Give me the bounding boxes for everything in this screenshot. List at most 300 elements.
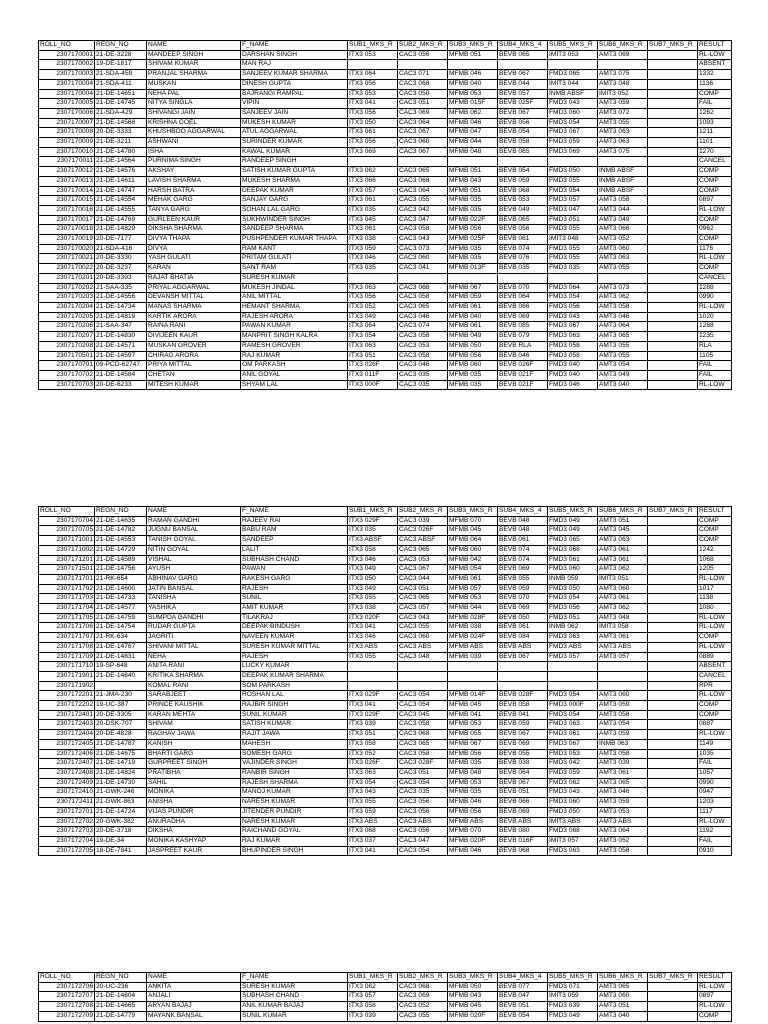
sub3-marks-cell: MFMB 040 <box>448 79 498 89</box>
father-name-cell: RAJ KUMAR <box>241 836 348 846</box>
father-name-cell: SANJAY GARG <box>241 196 348 206</box>
result-cell: COMP <box>698 701 732 711</box>
regn-no-cell: 21-DE-14830 <box>95 332 147 342</box>
sub3-marks-cell: MFMB 062 <box>448 108 498 118</box>
sub3-marks-cell <box>448 60 498 70</box>
result-cell: COMP <box>698 215 732 225</box>
roll-no-cell: 2307170004 <box>39 89 95 99</box>
table-row <box>39 50 732 60</box>
sub4-marks-cell: BEVB 046 <box>498 351 548 361</box>
sub6-marks-cell: AMT3 065 <box>598 332 648 342</box>
sub5-marks-cell: FMD3 055 <box>548 254 598 264</box>
table-row <box>39 283 732 293</box>
sub1-marks-cell <box>348 157 398 167</box>
sub3-marks-cell: MFMB 048 <box>448 147 498 157</box>
column-header-roll-no: ROLL_NO <box>39 507 95 517</box>
sub5-marks-cell: FMD3 049 <box>548 526 598 536</box>
sub3-marks-cell: MFMB 053 <box>448 720 498 730</box>
roll-no-cell: 2307170016 <box>39 205 95 215</box>
sub4-marks-cell: BEVB 067 <box>498 70 548 80</box>
table-row <box>39 79 732 89</box>
regn-no-cell: 21-GWK-863 <box>95 798 147 808</box>
name-cell: VIJAS PUNDIR <box>147 807 241 817</box>
result-cell: COMP <box>698 264 732 274</box>
sub5-marks-cell: FMD3 068 <box>548 827 598 837</box>
result-cell: 0962 <box>698 225 732 235</box>
result-cell: RPR <box>698 681 732 691</box>
sub6-marks-cell: AMT3 044 <box>598 205 648 215</box>
sub6-marks-cell <box>598 681 648 691</box>
sub2-marks-cell: CAC3 055 <box>398 623 448 633</box>
sub4-marks-cell: BEVB 077 <box>498 982 548 992</box>
sub6-marks-cell: AMT3 061 <box>598 594 648 604</box>
sub4-marks-cell: BEVB 069 <box>498 565 548 575</box>
result-cell: FAIL <box>698 370 732 380</box>
column-header-father-name: F_NAME <box>241 973 348 983</box>
sub2-marks-cell: CAC3 054 <box>398 701 448 711</box>
sub6-marks-cell: AMT3 055 <box>598 351 648 361</box>
sub2-marks-cell: CAC3 068 <box>398 79 448 89</box>
name-cell: ARYAN BAJAJ <box>147 1002 241 1012</box>
sub3-marks-cell: MFMB 039 <box>448 652 498 662</box>
sub4-marks-cell <box>498 662 548 672</box>
sub2-marks-cell: CAC3 043 <box>398 235 448 245</box>
sub2-marks-cell: CAC3 058 <box>398 351 448 361</box>
table-row <box>39 118 732 128</box>
sub4-marks-cell: BEVB 074 <box>498 555 548 565</box>
sub1-marks-cell: ITX3 052 <box>348 749 398 759</box>
sub3-marks-cell: MFMB 035 <box>448 254 498 264</box>
name-cell: VISHAL <box>147 555 241 565</box>
sub7-marks-cell <box>648 225 698 235</box>
table-row <box>39 341 732 351</box>
sub2-marks-cell: CAC3 056 <box>398 827 448 837</box>
name-cell: CHIRAG ARORA <box>147 351 241 361</box>
roll-no-cell: 2307170705 <box>39 526 95 536</box>
father-name-cell: RAJESH <box>241 652 348 662</box>
sub7-marks-cell <box>648 254 698 264</box>
table-row <box>39 594 732 604</box>
sub2-marks-cell: CAC3 047 <box>398 215 448 225</box>
sub4-marks-cell: BEVB 026F <box>498 361 548 371</box>
sub3-marks-cell: MFMB 056 <box>448 225 498 235</box>
roll-no-cell: 2307171701 <box>39 574 95 584</box>
table-row <box>39 798 732 808</box>
sub5-marks-cell: FMD3 053 <box>548 749 598 759</box>
sub2-marks-cell: CAC3 056 <box>398 50 448 60</box>
table-row <box>39 739 732 749</box>
sub2-marks-cell: CAC3 073 <box>398 244 448 254</box>
regn-no-cell: 21-DE-14782 <box>95 526 147 536</box>
roll-no-cell: 2307172410 <box>39 788 95 798</box>
table-row <box>39 574 732 584</box>
sub5-marks-cell: FMD3 054 <box>548 710 598 720</box>
name-cell: NITYA SINGLA <box>147 99 241 109</box>
result-cell: COMP <box>698 186 732 196</box>
name-cell: SHIVANGI JAIN <box>147 108 241 118</box>
sub1-marks-cell: ITX3 035 <box>348 205 398 215</box>
sub3-marks-cell: MFMB 035 <box>448 205 498 215</box>
father-name-cell: MUKESH KUMAR <box>241 118 348 128</box>
roll-no-cell: 2307170022 <box>39 264 95 274</box>
roll-no-cell: 2307171709 <box>39 652 95 662</box>
sub2-marks-cell: CAC3 071 <box>398 70 448 80</box>
regn-no-cell: 21-DE-14730 <box>95 778 147 788</box>
sub4-marks-cell: BEVB 069 <box>498 604 548 614</box>
sub1-marks-cell <box>348 273 398 283</box>
roll-no-cell: 2307170701 <box>39 361 95 371</box>
roll-no-cell: 2307170001 <box>39 50 95 60</box>
result-cell: 1093 <box>698 118 732 128</box>
sub3-marks-cell: MFMB ABS <box>448 817 498 827</box>
regn-no-cell: 21-DE-14787 <box>95 739 147 749</box>
result-cell: 0889 <box>698 652 732 662</box>
result-cell: RL-LOW <box>698 817 732 827</box>
sub5-marks-cell: FMD3 050 <box>548 584 598 594</box>
sub3-marks-cell: MFMB 070 <box>448 827 498 837</box>
regn-no-cell: 21-SDA-459 <box>95 70 147 80</box>
sub4-marks-cell: BEVB 069 <box>498 807 548 817</box>
father-name-cell: NARESH KUMAR <box>241 798 348 808</box>
sub7-marks-cell <box>648 846 698 856</box>
regn-no-cell: 19-DE-1817 <box>95 60 147 70</box>
table-row <box>39 846 732 856</box>
sub2-marks-cell: CAC3 052 <box>398 1002 448 1012</box>
name-cell: HARSH BATRA <box>147 186 241 196</box>
father-name-cell: HEMANT SHARMA <box>241 302 348 312</box>
sub4-marks-cell: BEVB 057 <box>498 89 548 99</box>
sub6-marks-cell: AMT3 063 <box>598 536 648 546</box>
regn-no-cell: 21-DE-14754 <box>95 623 147 633</box>
result-cell: CANCEL <box>698 157 732 167</box>
roll-no-cell: 2307170704 <box>39 516 95 526</box>
table-row <box>39 186 732 196</box>
sub4-marks-cell <box>498 60 548 70</box>
table-row <box>39 225 732 235</box>
sub6-marks-cell: AMT3 040 <box>598 1011 648 1021</box>
column-header-sub6-marks: SUB6_MKS_R <box>598 507 648 517</box>
sub7-marks-cell <box>648 70 698 80</box>
sub2-marks-cell: CAC3 074 <box>398 322 448 332</box>
regn-no-cell: 21-DE-14759 <box>95 613 147 623</box>
regn-no-cell <box>95 681 147 691</box>
sub1-marks-cell: ITX3 057 <box>348 186 398 196</box>
result-cell: 1203 <box>698 798 732 808</box>
sub2-marks-cell: CAC3 046 <box>398 361 448 371</box>
father-name-cell: SUNIL KUMAR <box>241 1011 348 1021</box>
father-name-cell: RAM KANT <box>241 244 348 254</box>
sub2-marks-cell: CAC3 067 <box>398 128 448 138</box>
sub3-marks-cell: MFMB 044 <box>448 138 498 148</box>
result-cell: 1101 <box>698 138 732 148</box>
sub4-marks-cell: BEVB 061 <box>498 536 548 546</box>
sub4-marks-cell: BEVB 064 <box>498 293 548 303</box>
sub3-marks-cell: MFMB 059 <box>448 293 498 303</box>
sub7-marks-cell <box>648 322 698 332</box>
result-cell: 1242 <box>698 545 732 555</box>
sub5-marks-cell: FMD3 063 <box>548 633 598 643</box>
roll-no-cell: 2307171706 <box>39 623 95 633</box>
result-cell: FAIL <box>698 759 732 769</box>
father-name-cell: SURESH KUMAR MITTAL <box>241 642 348 652</box>
sub4-marks-cell: BEVB 065 <box>498 50 548 60</box>
sub7-marks-cell <box>648 526 698 536</box>
sub4-marks-cell: BEVB 044 <box>498 79 548 89</box>
sub3-marks-cell: MFMB 055 <box>448 730 498 740</box>
table-row <box>39 147 732 157</box>
sub2-marks-cell: CAC3 055 <box>398 1011 448 1021</box>
table-row <box>39 370 732 380</box>
sub2-marks-cell: CAC3 068 <box>398 176 448 186</box>
sub7-marks-cell <box>648 215 698 225</box>
sub3-marks-cell: MFMB 053 <box>448 89 498 99</box>
roll-no-cell: 2307172708 <box>39 1002 95 1012</box>
sub3-marks-cell: MFMB 015F <box>448 99 498 109</box>
sub3-marks-cell: MFMB 046 <box>448 70 498 80</box>
sub5-marks-cell: IMIT3 059 <box>548 992 598 1002</box>
sub4-marks-cell: BEVB 079 <box>498 332 548 342</box>
sub7-marks-cell <box>648 293 698 303</box>
sub7-marks-cell <box>648 516 698 526</box>
father-name-cell: SUNIL <box>241 594 348 604</box>
sub2-marks-cell: CAC3 042 <box>398 205 448 215</box>
column-header-sub1-marks: SUB1_MKS_R <box>348 41 398 51</box>
father-name-cell: RAJESH ARORA <box>241 312 348 322</box>
sub3-marks-cell <box>448 681 498 691</box>
sub7-marks-cell <box>648 244 698 254</box>
table-row <box>39 196 732 206</box>
regn-no-cell: 21-DE-14600 <box>95 584 147 594</box>
table-row <box>39 623 732 633</box>
name-cell: RAMAN GANDHI <box>147 516 241 526</box>
sub3-marks-cell <box>448 273 498 283</box>
sub6-marks-cell: AMT3 055 <box>598 264 648 274</box>
regn-no-cell: 21-DE-14553 <box>95 536 147 546</box>
sub6-marks-cell: AMT3 049 <box>598 370 648 380</box>
sub4-marks-cell: BEVB 053 <box>498 196 548 206</box>
sub3-marks-cell: MFMB 042 <box>448 555 498 565</box>
sub6-marks-cell: AMT3 051 <box>598 1002 648 1012</box>
results-table <box>38 40 732 390</box>
sub5-marks-cell: FMD3 039 <box>548 1002 598 1012</box>
sub5-marks-cell: IMIT3 044 <box>548 79 598 89</box>
name-cell: AKSHAY <box>147 167 241 177</box>
sub2-marks-cell <box>398 662 448 672</box>
sub7-marks-cell <box>648 730 698 740</box>
sub3-marks-cell: MFMB 047 <box>448 128 498 138</box>
result-cell: 1068 <box>698 555 732 565</box>
sub6-marks-cell: AMT3 048 <box>598 79 648 89</box>
column-header-sub1-marks: SUB1_MKS_R <box>348 507 398 517</box>
regn-no-cell: 21-DE-14611 <box>95 176 147 186</box>
sub2-marks-cell: CAC3 043 <box>398 613 448 623</box>
name-cell: SARABJEET <box>147 691 241 701</box>
sub7-marks-cell <box>648 118 698 128</box>
result-cell: RL-LOW <box>698 1002 732 1012</box>
sub6-marks-cell: AMT3 060 <box>598 584 648 594</box>
regn-no-cell: 19-SP-648 <box>95 662 147 672</box>
sub4-marks-cell: BEVB 050 <box>498 613 548 623</box>
sub2-marks-cell: CAC3 068 <box>398 982 448 992</box>
name-cell: KOMAL RANI <box>147 681 241 691</box>
sub2-marks-cell: CAC3 045 <box>398 710 448 720</box>
sub3-marks-cell: MFMB 035 <box>448 788 498 798</box>
regn-no-cell: 21-SDA-416 <box>95 244 147 254</box>
sub6-marks-cell: AMT3 ABS <box>598 817 648 827</box>
name-cell: MITESH KUMAR <box>147 380 241 390</box>
column-header-result: RESULT <box>698 507 732 517</box>
result-cell: RL-LOW <box>698 50 732 60</box>
column-header-roll-no: ROLL_NO <box>39 973 95 983</box>
father-name-cell: RAJESH SHARMA <box>241 778 348 788</box>
sub6-marks-cell: IMIT3 051 <box>598 574 648 584</box>
name-cell: MUSKAN <box>147 79 241 89</box>
column-header-sub5-marks: SUB5_MKS_R <box>548 507 598 517</box>
sub5-marks-cell: FMD3 049 <box>548 516 598 526</box>
results-table <box>38 506 732 856</box>
table-row <box>39 749 732 759</box>
sub4-marks-cell: BEVB 058 <box>498 701 548 711</box>
father-name-cell: ANIL KUMAR BAJAJ <box>241 1002 348 1012</box>
sub3-marks-cell: MFMB 060 <box>448 545 498 555</box>
result-cell: 1138 <box>698 594 732 604</box>
sub4-marks-cell: BEVB 048 <box>498 526 548 536</box>
sub2-marks-cell: CAC3 041 <box>398 264 448 274</box>
sub6-marks-cell: AMT3 061 <box>598 768 648 778</box>
sub1-marks-cell: ITX3 ABS <box>348 817 398 827</box>
sub4-marks-cell: BEVB 056 <box>498 225 548 235</box>
sub1-marks-cell: ITX3 029F <box>348 710 398 720</box>
regn-no-cell: 20-DE-6233 <box>95 380 147 390</box>
sub1-marks-cell: ITX3 061 <box>348 196 398 206</box>
sub7-marks-cell <box>648 788 698 798</box>
name-cell: RAGHAV JAWA <box>147 730 241 740</box>
regn-no-cell: 21-RK-634 <box>95 633 147 643</box>
sub5-marks-cell: FMD3 057 <box>548 196 598 206</box>
regn-no-cell: 21-DE-14745 <box>95 99 147 109</box>
regn-no-cell: 21-GWK-246 <box>95 788 147 798</box>
result-cell: ABSENT <box>698 60 732 70</box>
father-name-cell: PAWAN KUMAR <box>241 322 348 332</box>
sub4-marks-cell: BEVB 054 <box>498 128 548 138</box>
sub7-marks-cell <box>648 642 698 652</box>
sub3-marks-cell <box>448 157 498 167</box>
regn-no-cell: 21-DE-14584 <box>95 370 147 380</box>
sub4-marks-cell: BEVB RLA <box>498 341 548 351</box>
sub1-marks-cell: ITX3 039 <box>348 1011 398 1021</box>
regn-no-cell: 21-DE-14719 <box>95 759 147 769</box>
sub1-marks-cell: ITX3 ABS <box>348 642 398 652</box>
father-name-cell: DEEPAK KUMAR SHARMA <box>241 671 348 681</box>
sub4-marks-cell: BEVB 061 <box>498 235 548 245</box>
sub7-marks-cell <box>648 584 698 594</box>
result-cell: RL-LOW <box>698 691 732 701</box>
sub1-marks-cell: ITX3 058 <box>348 545 398 555</box>
father-name-cell: RAJBIR SINGH <box>241 701 348 711</box>
sub6-marks-cell: AMT3 046 <box>598 788 648 798</box>
sub5-marks-cell: FMD3 063 <box>548 720 598 730</box>
sub2-marks-cell: CAC3 054 <box>398 778 448 788</box>
father-name-cell: KAWAL KUMAR <box>241 147 348 157</box>
roll-no-cell: 2307170019 <box>39 235 95 245</box>
result-cell: COMP <box>698 167 732 177</box>
result-cell: 1176 <box>698 244 732 254</box>
sub1-marks-cell: ITX3 029F <box>348 691 398 701</box>
sub5-marks-cell: FMD3 047 <box>548 205 598 215</box>
table-row <box>39 681 732 691</box>
sub1-marks-cell: ITX3 049 <box>348 565 398 575</box>
father-name-cell: MAHESH <box>241 739 348 749</box>
sub2-marks-cell: CAC3 060 <box>398 633 448 643</box>
sub2-marks-cell: CAC3 069 <box>398 108 448 118</box>
sub7-marks-cell <box>648 604 698 614</box>
roll-no-cell: 2307172403 <box>39 720 95 730</box>
sub4-marks-cell: BEVB 067 <box>498 652 548 662</box>
roll-no-cell: 2307171002 <box>39 545 95 555</box>
sub2-marks-cell: CAC3 060 <box>398 138 448 148</box>
regn-no-cell: 21-SDA-429 <box>95 108 147 118</box>
name-cell: LAVISH SHARMA <box>147 176 241 186</box>
sub3-marks-cell: MFMB 013F <box>448 264 498 274</box>
table-row <box>39 128 732 138</box>
roll-no-cell: 2307170004 <box>39 79 95 89</box>
sub4-marks-cell: BEVB 059 <box>498 584 548 594</box>
name-cell: KRITIKA SHARMA <box>147 671 241 681</box>
result-cell: CANCEL <box>698 671 732 681</box>
sub1-marks-cell: ITX3 056 <box>348 108 398 118</box>
name-cell: DIKSHA SHARMA <box>147 225 241 235</box>
sub1-marks-cell: ITX3 020F <box>348 613 398 623</box>
father-name-cell: NAVEEN KUMAR <box>241 633 348 643</box>
result-cell: RL-LOW <box>698 302 732 312</box>
sub5-marks-cell: FMD3 068 <box>548 545 598 555</box>
sub7-marks-cell <box>648 138 698 148</box>
sub1-marks-cell: ITX3 063 <box>348 341 398 351</box>
father-name-cell: PUSHPENDER KUMAR THAPA <box>241 235 348 245</box>
column-header-sub2-marks: SUB2_MKS_R <box>398 507 448 517</box>
regn-no-cell: 20-GWK-382 <box>95 817 147 827</box>
sub3-marks-cell: MFMB 053 <box>448 594 498 604</box>
table-row <box>39 671 732 681</box>
sub1-marks-cell: ITX3 038 <box>348 604 398 614</box>
sub7-marks-cell <box>648 312 698 322</box>
sub6-marks-cell <box>598 662 648 672</box>
sub5-marks-cell: FMD3 058 <box>548 351 598 361</box>
sub7-marks-cell <box>648 264 698 274</box>
column-header-result: RESULT <box>698 973 732 983</box>
regn-no-cell: 19-UC-387 <box>95 701 147 711</box>
sub1-marks-cell: ITX3 064 <box>348 70 398 80</box>
name-cell: ANKITA <box>147 982 241 992</box>
sub2-marks-cell: CAC3 067 <box>398 565 448 575</box>
sub6-marks-cell: AMT3 061 <box>598 633 648 643</box>
sub4-marks-cell: BEVB 069 <box>498 739 548 749</box>
roll-no-cell: 2307172409 <box>39 778 95 788</box>
regn-no-cell: 20-DE-3393 <box>95 273 147 283</box>
regn-no-cell: 20-UC-236 <box>95 982 147 992</box>
name-cell: TANISH GOYAL <box>147 536 241 546</box>
column-header-sub7-marks: SUB7_MKS_R <box>648 973 698 983</box>
result-cell: COMP <box>698 176 732 186</box>
sub5-marks-cell: FMD3 050 <box>548 807 598 817</box>
sub6-marks-cell: AMT3 066 <box>598 225 648 235</box>
sub2-marks-cell: CAC3 026F <box>398 526 448 536</box>
column-header-sub5-marks: SUB5_MKS_R <box>548 973 598 983</box>
table-row <box>39 778 732 788</box>
sub7-marks-cell <box>648 147 698 157</box>
result-cell: RLA <box>698 341 732 351</box>
sub7-marks-cell <box>648 1011 698 1021</box>
